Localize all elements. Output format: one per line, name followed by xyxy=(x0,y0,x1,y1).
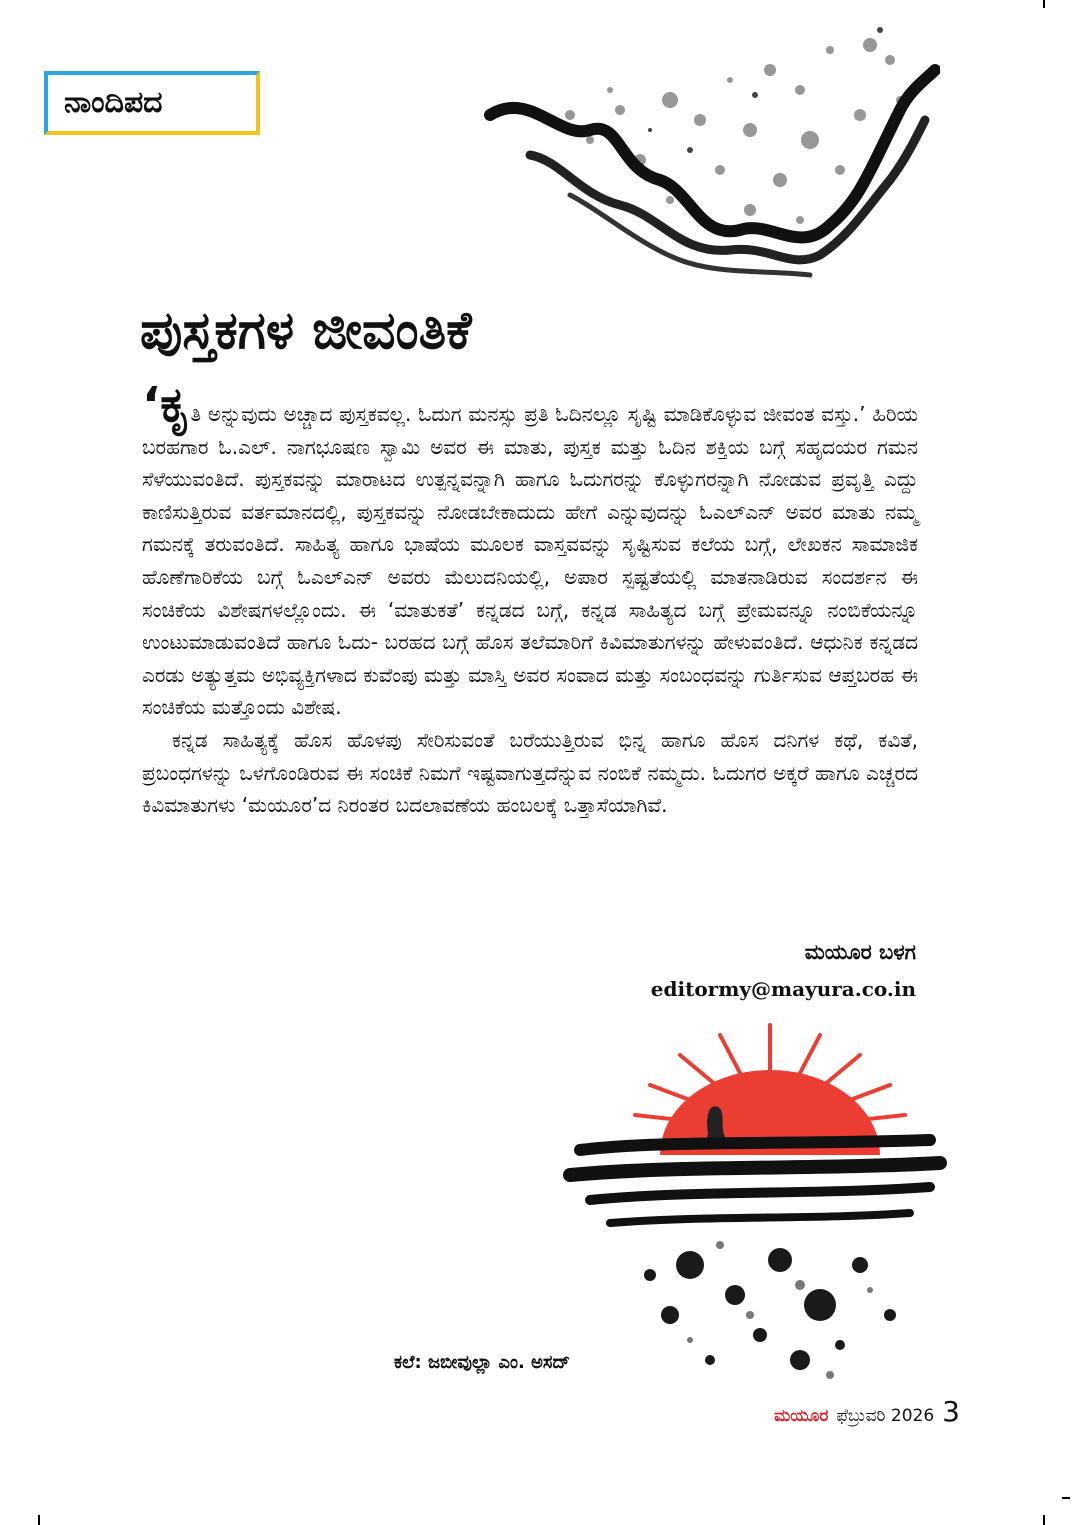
issue-date: ಫೆಬ್ರುವರಿ 2026 xyxy=(836,1406,935,1426)
page-number: 3 xyxy=(942,1395,960,1428)
magazine-name: ಮಯೂರ xyxy=(774,1406,829,1426)
page-footer xyxy=(774,1395,960,1428)
page-title: ಪುಸ್ತಕಗಳ ಜೀವಂತಿಕೆ xyxy=(140,301,472,361)
art-credit: ಕಲೆ: ಜಬೀವುಲ್ಲಾ ಎಂ. ಅಸದ್ xyxy=(394,1352,570,1373)
crop-mark-bottom xyxy=(1043,1515,1045,1525)
editor-signature: ಮಯೂರ ಬಳಗ xyxy=(804,940,916,964)
crop-mark-left xyxy=(38,1515,40,1525)
sunset-ink-illustration xyxy=(560,1015,950,1395)
editorial-paragraph-1: ‘ಕೃತಿ ಅನ್ನುವುದು ಅಚ್ಚಾದ ಪುಸ್ತಕವಲ್ಲ. ಓದುಗ ಮನಸ್ಸು ಪ್ರತಿ ಓದಿನಲ್ಲೂ ಸೃಷ್ಟಿ ಮಾಡಿಕೊಳ್ಳುವ ಜೀವಂತ ವಸ್ತು.’ ಹಿರಿಯ ಬರಹಗಾರ ಓ.ಎಲ್. ನಾಗಭೂಷಣ ಸ್ವಾಮಿ ಅವರ ಈ ಮಾತು, ಪುಸ್ತಕ ಮತ್ತು ಓದಿನ ಶಕ್ತಿಯ ಬಗ್ಗೆ ಸಹೃದಯರ ಗಮನ ಸೆಳೆಯುವಂತಿದೆ. ಪುಸ್ತಕವನ್ನು ಮಾರಾಟದ ಉತ್ಪನ್ನವನ್ನಾಗಿ ಹಾಗೂ ಓದುಗರನ್ನು ಕೊಳ್ಳುಗರನ್ನಾಗಿ ನೋಡುವ ಪ್ರವೃತ್ತಿ ಎದ್ದು ಕಾಣಿಸುತ್ತಿರುವ ವರ್ತಮಾನದಲ್ಲಿ, ಪುಸ್ತಕವನ್ನು ನೋಡಬೇಕಾದುದು ಹೇಗೆ ಎನ್ನುವುದನ್ನು ಓಎಲ್‌ಎನ್ ಅವರ ಮಾತು ನಮ್ಮ ಗಮನಕ್ಕೆ ತರುವಂತಿದೆ. ಸಾಹಿತ್ಯ ಹಾಗೂ ಭಾಷೆಯ ಮೂಲಕ ವಾಸ್ತವವನ್ನು ಸೃಷ್ಟಿಸುವ ಕಲೆಯ ಬಗ್ಗೆ, ಲೇಖಕನ ಸಾಮಾಜಿಕ ಹೊಣೆಗಾರಿಕೆಯ ಬಗ್ಗೆ ಓಎಲ್‌ಎನ್ ಅವರು ಮೆಲುದನಿಯಲ್ಲಿ, ಅಪಾರ ಸ್ಪಷ್ಟತೆಯಲ್ಲಿ ಮಾತನಾಡಿರುವ ಸಂದರ್ಶನ ಈ ಸಂಚಿಕೆಯ ವಿಶೇಷಗಳಲ್ಲೊಂದು. ಈ ‘ಮಾತುಕತೆ’ ಕನ್ನಡದ ಬಗ್ಗೆ, ಕನ್ನಡ ಸಾಹಿತ್ಯದ ಬಗ್ಗೆ ಪ್ರೇಮವನ್ನೂ ನಂಬಿಕೆಯನ್ನೂ ಉಂಟುಮಾಡುವಂತಿದೆ ಹಾಗೂ ಓದು- ಬರಹದ ಬಗ್ಗೆ ಹೊಸ ತಲೆಮಾರಿಗೆ ಕಿವಿಮಾತುಗಳನ್ನು ಹೇಳುವಂತಿದೆ. ಆಧುನಿಕ ಕನ್ನಡದ ಎರಡು ಅತ್ಯುತ್ತಮ ಅಭಿವ್ಯಕ್ತಿಗಳಾದ ಕುವೆಂಪು ಮತ್ತು ಮಾಸ್ತಿ ಅವರ ಸಂವಾದ ಮತ್ತು ಸಂಬಂಧವನ್ನು ಗುರ್ತಿಸುವ ಆಪ್ತಬರಹ ಈ ಸಂಚಿಕೆಯ ಮತ್ತೊಂದು ವಿಶೇಷ. xyxy=(142,377,918,720)
crop-mark-right xyxy=(1062,1497,1070,1499)
section-tag: ನಾಂದಿಪದ xyxy=(44,71,260,135)
editorial-body xyxy=(142,377,918,822)
crop-mark-top xyxy=(1043,0,1045,8)
editor-email: editormy@mayura.co.in xyxy=(650,977,916,1001)
editorial-paragraph-2: ಕನ್ನಡ ಸಾಹಿತ್ಯಕ್ಕೆ ಹೊಸ ಹೊಳಪು ಸೇರಿಸುವಂತೆ ಬರೆಯುತ್ತಿರುವ ಭಿನ್ನ ಹಾಗೂ ಹೊಸ ದನಿಗಳ ಕಥೆ, ಕವಿತೆ, ಪ್ರಬಂಧಗಳನ್ನು ಒಳಗೊಂಡಿರುವ ಈ ಸಂಚಿಕೆ ನಿಮಗೆ ಇಷ್ಟವಾಗುತ್ತದೆನ್ನುವ ನಂಬಿಕೆ ನಮ್ಮದು. ಓದುಗರ ಅಕ್ಕರೆ ಹಾಗೂ ಎಚ್ಚರದ ಕಿವಿಮಾತುಗಳು ‘ಮಯೂರ’ದ ನಿರಂತರ ಬದಲಾವಣೆಯ ಹಂಬಲಕ್ಕೆ ಒತ್ತಾಸೆಯಾಗಿವೆ. xyxy=(142,727,918,818)
ink-landscape-illustration xyxy=(470,20,940,290)
